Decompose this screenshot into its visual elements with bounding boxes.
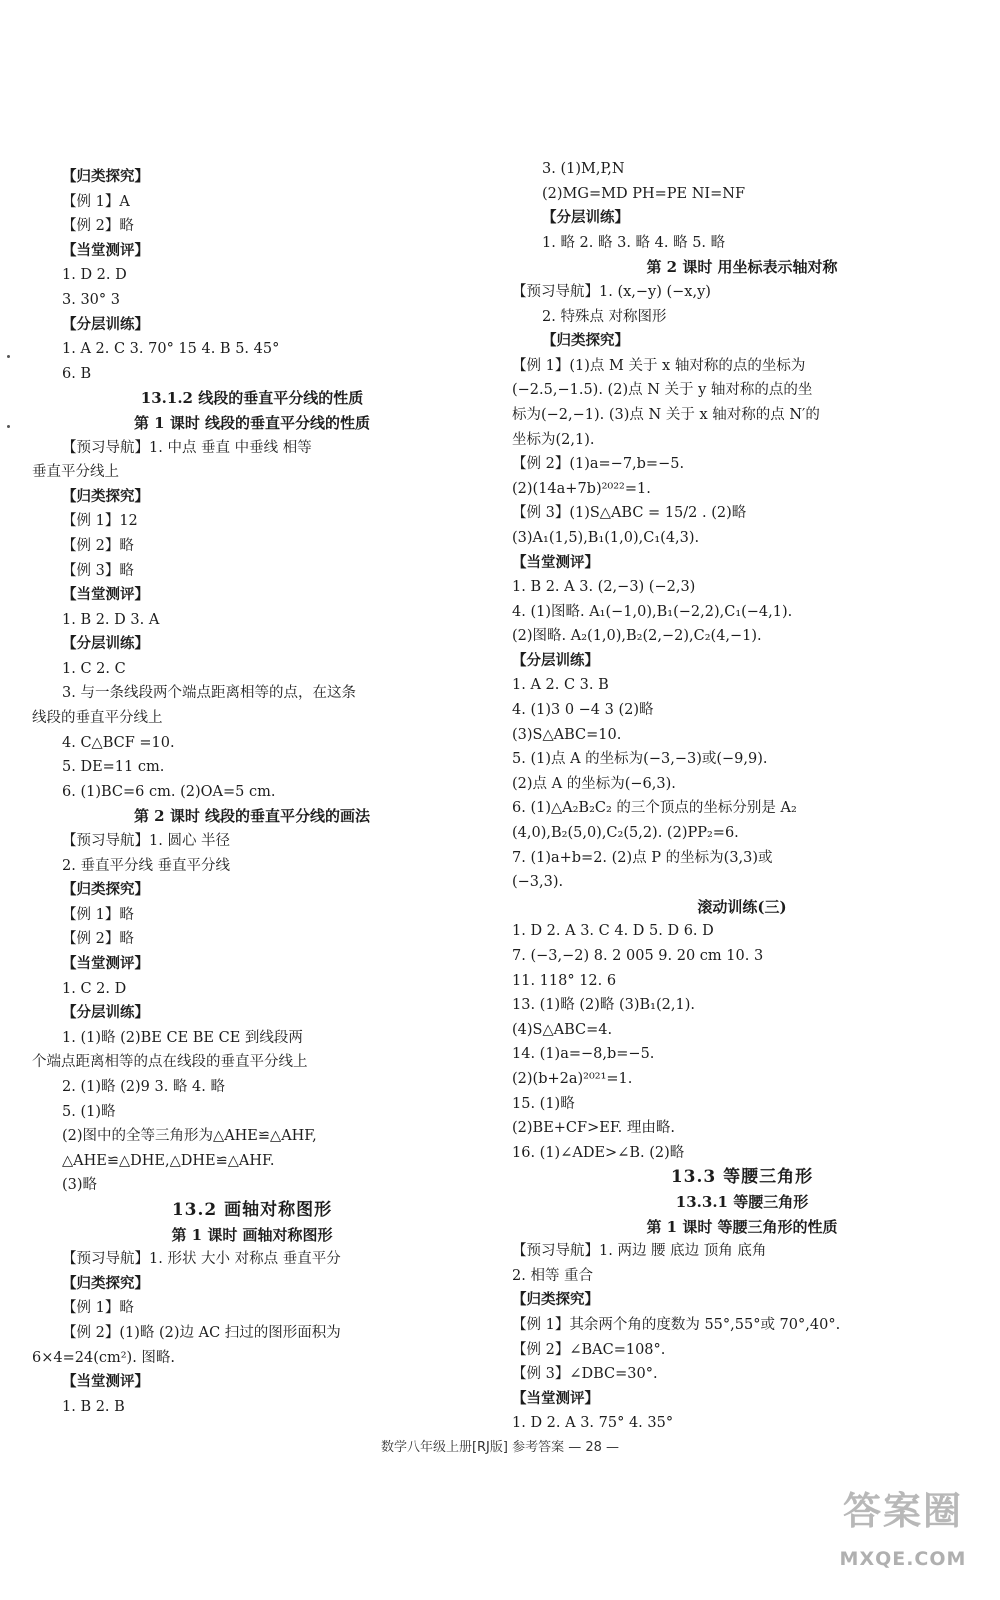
answer-line: 【例 1】12 (62, 513, 138, 530)
answer-line: 【预习导航】1. 中点 垂直 中垂线 相等 (62, 439, 312, 456)
answer-line: (2)MG=MD PH=PE NI=NF (542, 185, 746, 202)
answer-line: 2. 相等 重合 (512, 1267, 594, 1284)
answer-line: 5. DE=11 cm. (62, 759, 165, 776)
answer-line: 【当堂测评】 (62, 586, 149, 604)
answer-line: 标为(−2,−1). (3)点 N 关于 x 轴对称的点 N′的 (512, 406, 820, 423)
answer-line: 【归类探究】 (512, 1291, 599, 1309)
answer-line: 【归类探究】 (542, 332, 629, 350)
answer-line: (4,0),B₂(5,0),C₂(5,2). (2)PP₂=6. (512, 825, 739, 842)
answer-line: 【例 1】A (62, 193, 130, 210)
answer-line: 【例 2】略 (62, 218, 134, 235)
answer-line: 【分层训练】 (542, 209, 629, 227)
answer-line: 【预习导航】1. 两边 腰 底边 顶角 底角 (512, 1243, 767, 1260)
answer-line: 4. (1)图略. A₁(−1,0),B₁(−2,2),C₁(−4,1). (512, 603, 793, 620)
section-heading: 13.3 等腰三角形 (670, 1167, 814, 1188)
answer-line: 个端点距离相等的点在线段的垂直平分线上 (32, 1054, 308, 1071)
answer-line: 【例 2】略 (62, 537, 134, 554)
answer-line: 14. (1)a=−8,b=−5. (512, 1046, 655, 1063)
answer-line: △AHE≌△DHE,△DHE≌△AHF. (62, 1152, 275, 1169)
answer-line: 【分层训练】 (62, 315, 149, 333)
watermark-top-text: 答案圈 (842, 1489, 963, 1533)
answer-line: 3. 与一条线段两个端点距离相等的点，在这条 (62, 685, 356, 702)
answer-line: 线段的垂直平分线上 (32, 710, 163, 727)
answer-line: 1. (1)略 (2)BE CE BE CE 到线段两 (62, 1029, 303, 1046)
answer-line: 【例 2】(1)a=−7,b=−5. (512, 456, 685, 473)
answer-line: 1. A 2. C 3. B (512, 677, 609, 694)
answer-line: 【例 2】(1)略 (2)边 AC 扫过的图形面积为 (62, 1324, 341, 1341)
answer-line: 【当堂测评】 (62, 1373, 149, 1391)
answer-line: 【预习导航】1. 形状 大小 对称点 垂直平分 (62, 1251, 341, 1268)
answer-line: 1. B 2. A 3. (2,−3) (−2,3) (512, 579, 696, 596)
answer-line: 1. C 2. D (62, 980, 127, 997)
right-column (512, 161, 972, 1436)
page-footer: 数学八年级上册[RJ版] 参考答案 — 28 — (380, 1440, 620, 1455)
answer-line: (2)点 A 的坐标为(−6,3). (512, 775, 676, 792)
answer-line: 【预习导航】1. 圆心 半径 (62, 833, 231, 850)
answer-line: 5. (1)略 (62, 1103, 116, 1120)
margin-dot (7, 425, 10, 428)
answer-line: 【当堂测评】 (512, 553, 599, 571)
answer-line: 【当堂测评】 (62, 955, 149, 972)
left-column (32, 165, 472, 1419)
watermark-logo (828, 1480, 978, 1570)
answer-line: 6. (1)BC=6 cm. (2)OA=5 cm. (62, 783, 276, 800)
answer-line: 【当堂测评】 (512, 1389, 599, 1407)
answer-line: 【当堂测评】 (62, 241, 149, 259)
answer-line: 1. C 2. C (62, 660, 126, 677)
answer-line: 【归类探究】 (62, 487, 149, 505)
answer-line: 1. B 2. D 3. A (62, 611, 160, 628)
section-heading: 第 2 课时 线段的垂直平分线的画法 (133, 807, 371, 826)
answer-line: (3)略 (62, 1177, 98, 1194)
answer-line: 【例 2】∠BAC=108°. (512, 1341, 666, 1358)
answer-line: (4)S△ABC=4. (512, 1021, 613, 1038)
answer-line: 坐标为(2,1). (512, 431, 595, 448)
answer-line: 1. 略 2. 略 3. 略 4. 略 5. 略 (542, 234, 726, 251)
answer-line: 6×4=24(cm²). 图略. (32, 1349, 176, 1366)
margin-dot (7, 355, 10, 358)
answer-line: 1. D 2. A 3. C 4. D 5. D 6. D (512, 923, 714, 940)
answer-line: 2. (1)略 (2)9 3. 略 4. 略 (62, 1078, 225, 1095)
answer-line: 【归类探究】 (62, 881, 149, 899)
answer-line: 【例 1】其余两个角的度数为 55°,55°或 70°,40°. (512, 1316, 841, 1333)
answer-line: 3. 30° 3 (62, 291, 120, 308)
section-heading: 第 1 课时 等腰三角形的性质 (646, 1217, 838, 1236)
answer-line: 【例 2】略 (62, 931, 134, 948)
answer-line: 7. (1)a+b=2. (2)点 P 的坐标为(3,3)或 (512, 849, 773, 866)
answer-line: 1. D 2. D (62, 267, 127, 284)
answer-line: 【例 1】(1)点 M 关于 x 轴对称的点的坐标为 (512, 357, 806, 374)
answer-line: (−2.5,−1.5). (2)点 N 关于 y 轴对称的点的坐 (512, 382, 813, 399)
section-heading: 第 2 课时 用坐标表示轴对称 (646, 258, 838, 277)
section-heading: 13.2 画轴对称图形 (171, 1199, 333, 1220)
answer-line: (−3,3). (512, 874, 564, 891)
answer-line: 垂直平分线上 (32, 464, 119, 481)
answer-line: 1. B 2. B (62, 1398, 125, 1415)
answer-line: 【分层训练】 (62, 635, 149, 653)
answer-line: 5. (1)点 A 的坐标为(−3,−3)或(−9,9). (512, 751, 768, 768)
answer-line: 6. (1)△A₂B₂C₂ 的三个顶点的坐标分别是 A₂ (512, 800, 797, 817)
answer-line: 【分层训练】 (62, 1004, 149, 1022)
answer-line: 【例 3】∠DBC=30°. (512, 1366, 658, 1383)
answer-line: 13. (1)略 (2)略 (3)B₁(2,1). (512, 997, 695, 1014)
answer-line: (2)图略. A₂(1,0),B₂(2,−2),C₂(4,−1). (512, 628, 762, 645)
section-heading: 13.3.1 等腰三角形 (675, 1192, 809, 1211)
answer-line: 【预习导航】1. (x,−y) (−x,y) (512, 283, 711, 300)
answer-line: 【例 1】略 (62, 906, 134, 923)
answer-line: (2)(14a+7b)²⁰²²=1. (512, 480, 651, 497)
section-heading: 第 1 课时 线段的垂直平分线的性质 (133, 413, 371, 432)
answer-line: 1. D 2. A 3. 75° 4. 35° (512, 1415, 674, 1432)
answer-line: (3)A₁(1,5),B₁(1,0),C₁(4,3). (512, 529, 700, 546)
answer-line: (2)图中的全等三角形为△AHE≌△AHF, (62, 1128, 317, 1145)
answer-line: 6. B (62, 365, 92, 382)
answer-line: 【归类探究】 (62, 1274, 149, 1292)
answer-line: (3)S△ABC=10. (512, 726, 622, 743)
answer-line: 【归类探究】 (62, 168, 149, 185)
section-heading: 第 1 课时 画轴对称图形 (171, 1225, 333, 1244)
answer-line: 4. C△BCF =10. (62, 734, 175, 751)
section-heading: 13.1.2 线段的垂直平分线的性质 (140, 389, 364, 408)
answer-line: 2. 垂直平分线 垂直平分线 (62, 857, 231, 874)
answer-line: 7. (−3,−2) 8. 2 005 9. 20 cm 10. 3 (512, 948, 764, 964)
answer-line: 1. A 2. C 3. 70° 15 4. B 5. 45° (62, 341, 280, 358)
answer-line: (2)BE+CF>EF. 理由略. (512, 1120, 675, 1137)
answer-line: 【例 3】(1)S△ABC = 15/2 . (2)略 (512, 505, 747, 522)
answer-line: 11. 118° 12. 6 (512, 972, 617, 989)
answer-line: 【例 3】略 (62, 562, 134, 579)
answer-line: 2. 特殊点 对称图形 (542, 308, 667, 325)
answer-line: 【例 1】略 (62, 1300, 134, 1317)
section-heading: 滚动训练(三) (697, 897, 787, 916)
answer-line: 3. (1)M,P,N (542, 161, 625, 177)
answer-line: 16. (1)∠ADE>∠B. (2)略 (512, 1144, 685, 1161)
watermark-bottom-text: MXQE.COM (839, 1548, 967, 1570)
answer-line: (2)(b+2a)²⁰²¹=1. (512, 1070, 633, 1087)
answer-line: 15. (1)略 (512, 1095, 575, 1112)
answer-line: 4. (1)3 0 −4 3 (2)略 (512, 702, 654, 719)
answer-line: 【分层训练】 (512, 651, 599, 669)
